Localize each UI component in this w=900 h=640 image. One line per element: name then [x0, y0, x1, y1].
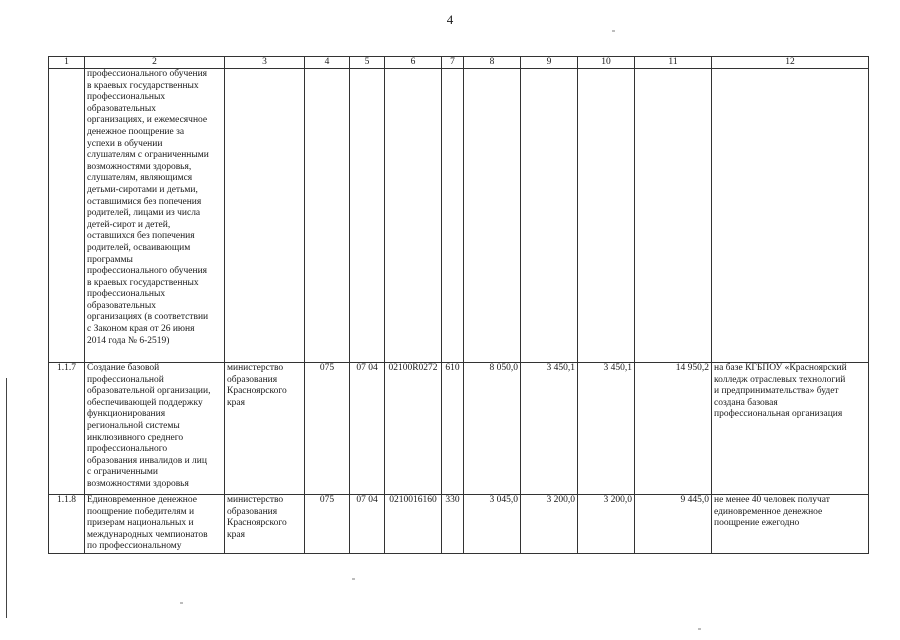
continuation-description: профессионального обучения в краевых государственных профессиональных образовательных организациях, и ежемесячное денежное поощрение за успехи в обучении слушателям с ограниченными возможностями здоровья, слушателям, являющимся детьми-сиротами и детьми, оставшимися без попечения родителей, лицами из числа детей-сирот и детей, оставшихся без попечения родителей, осваивающим программы профессионального обучения в краевых государственных профессиональных образовательных организациях (в соответствии с Законом края от 26 июня 2014 года № 6-2519)	[85, 69, 225, 363]
row-year-3: 3 450,1	[578, 363, 635, 495]
row-grbs: 075	[305, 363, 350, 495]
budget-table	[48, 56, 869, 554]
scan-mark	[352, 578, 355, 580]
header-cell-9: 9	[521, 57, 578, 69]
scan-mark	[698, 628, 701, 630]
header-cell-7: 7	[442, 57, 464, 69]
row-csr: 02100R0272	[385, 363, 442, 495]
row-year-2: 3 200,0	[521, 495, 578, 554]
row-result: не менее 40 человек получат единовременное денежное поощрение ежегодно	[712, 495, 869, 554]
header-cell-5: 5	[350, 57, 385, 69]
table-row	[49, 363, 869, 495]
header-cell-2: 2	[85, 57, 225, 69]
row-executor: министерство образования Красноярского края	[225, 363, 305, 495]
row-number: 1.1.8	[49, 495, 85, 554]
row-year-2: 3 450,1	[521, 363, 578, 495]
row-result: на базе КГБПОУ «Красноярский колледж отраслевых технологий и предпринимательства» будет создана базовая профессиональная организация	[712, 363, 869, 495]
header-cell-10: 10	[578, 57, 635, 69]
page-number: 4	[446, 12, 454, 27]
header-cell-11: 11	[635, 57, 712, 69]
row-executor: министерство образования Красноярского края	[225, 495, 305, 554]
header-cell-6: 6	[385, 57, 442, 69]
row-csr: 0210016160	[385, 495, 442, 554]
table-row-continuation	[49, 69, 869, 363]
scan-margin-line	[6, 378, 7, 618]
header-row	[49, 57, 869, 69]
header-cell-12: 12	[712, 57, 869, 69]
header-cell-3: 3	[225, 57, 305, 69]
row-year-3: 3 200,0	[578, 495, 635, 554]
row-rzpr: 07 04	[350, 495, 385, 554]
row-year-1: 8 050,0	[464, 363, 521, 495]
header-cell-8: 8	[464, 57, 521, 69]
scan-mark	[180, 602, 183, 604]
row-vr: 330	[442, 495, 464, 554]
row-description: Создание базовой профессиональной образовательной организации, обеспечивающей поддержку функционирования региональной системы инклюзивного среднего профессионального образования инвалидов и лиц с ограниченными возможностями здоровья	[85, 363, 225, 495]
row-description: Единовременное денежное поощрение победителям и призерам национальных и международных чемпионатов по профессиональному	[85, 495, 225, 554]
row-vr: 610	[442, 363, 464, 495]
table-row	[49, 495, 869, 554]
header-cell-4: 4	[305, 57, 350, 69]
row-total: 9 445,0	[635, 495, 712, 554]
row-grbs: 075	[305, 495, 350, 554]
row-number: 1.1.7	[49, 363, 85, 495]
row-total: 14 950,2	[635, 363, 712, 495]
scan-mark	[612, 30, 615, 32]
row-year-1: 3 045,0	[464, 495, 521, 554]
header-cell-1: 1	[49, 57, 85, 69]
row-rzpr: 07 04	[350, 363, 385, 495]
